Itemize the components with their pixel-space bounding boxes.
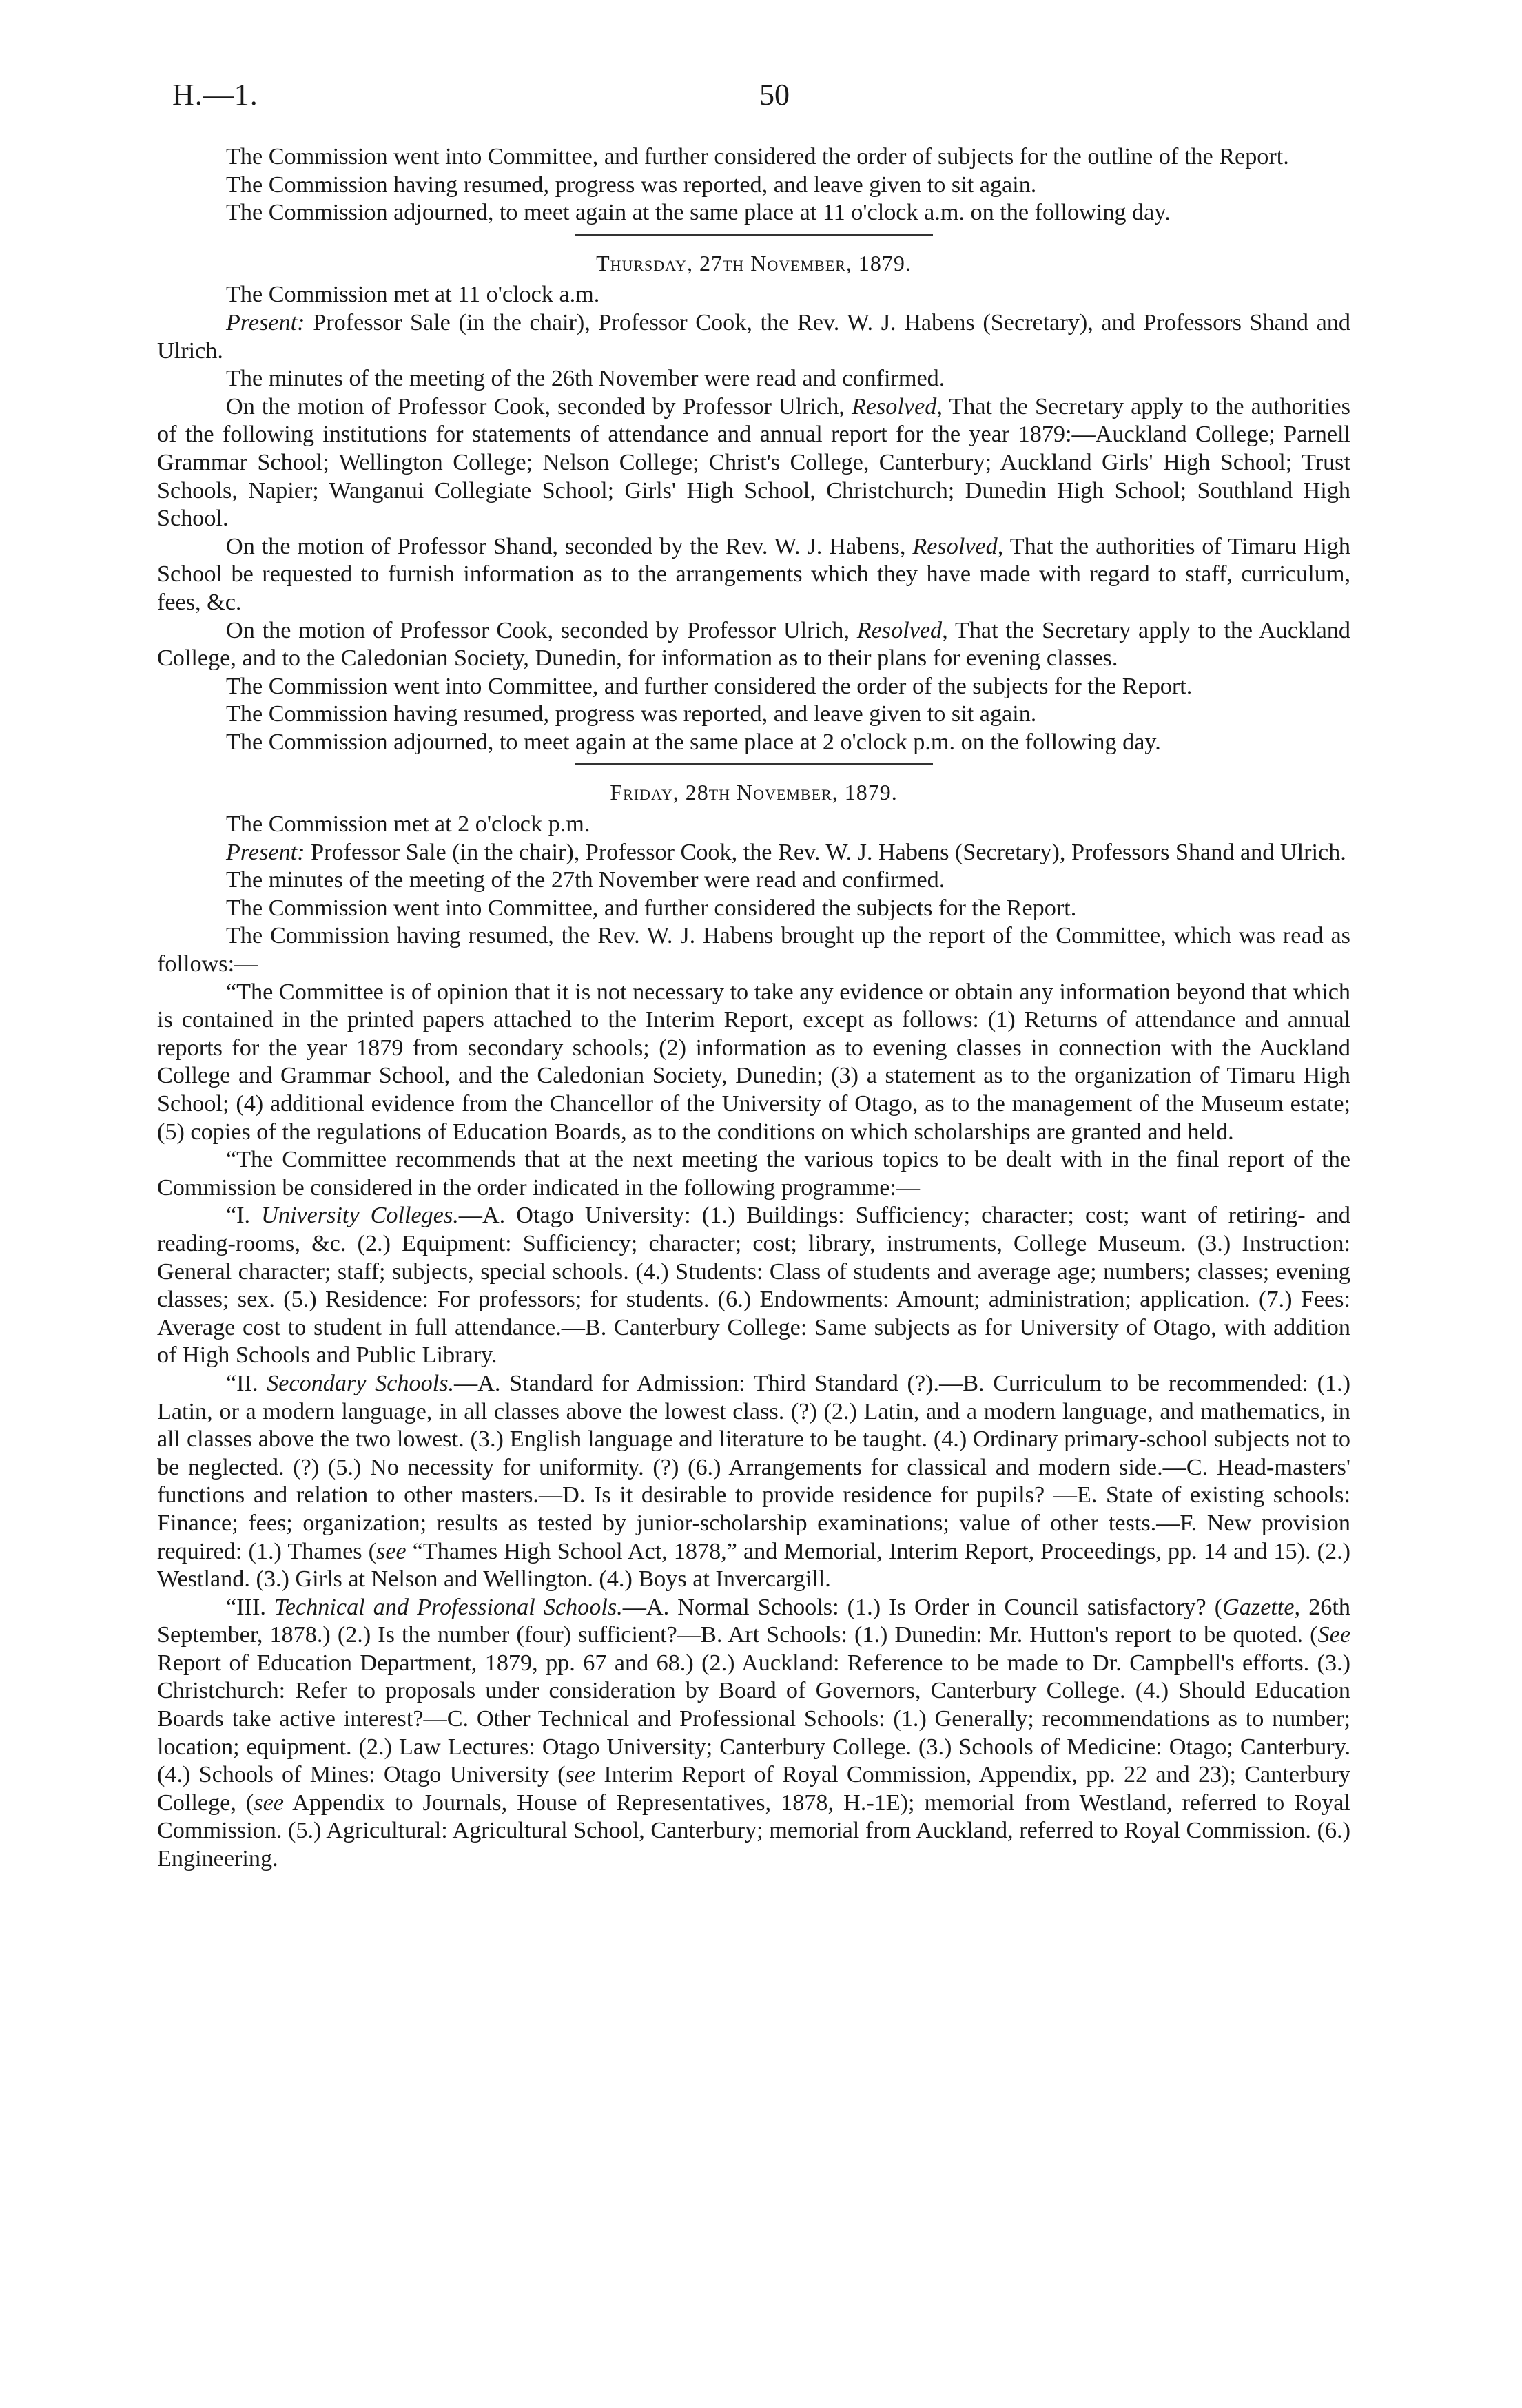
paragraph: The Commission adjourned, to meet again at the same place at 11 o'clock a.m. on the following day. (226, 200, 1171, 226)
section-text: Report of Education Department, 1879, pp. 67 and 68.) (2.) Auckland: Reference to be made to Dr. Campbell's efforts. (3.) Christchurch: Refer to proposals under consideration by Board of Governors, Canterbury College. (4.) Should Education Boards take active interest?—C. Other Technical and Professional Schools: (1.) Generally; recommendations as to number; location; equipment. (2.) Law Lectures: Otago University; Canterbury College. (3.) Schools of Medicine: Otago; Canterbury. (4.) Schools of Mines: Otago University ( (157, 1650, 1350, 1788)
motion-text: On the motion of Professor Shand, seconded by the Rev. W. J. Habens, (226, 533, 913, 559)
motion-text: That the Secretary apply to the Auckland College, and to the Caledonian Society, Dunedin, for information as to their plans for evening classes. (157, 617, 1350, 672)
section-title: University Colleges. (261, 1203, 459, 1229)
resolved-label: Resolved, (912, 533, 1004, 559)
section-numeral: “III. (226, 1594, 274, 1620)
section-title: Secondary Schools. (267, 1370, 455, 1396)
present-label: Present: (226, 309, 305, 335)
section-text: —A. Otago University: (1.) Buildings: Sufficiency; character; cost; want of retiring- and reading-rooms, &c. (2.) Equipment: Sufficiency; character; cost; library, instruments, College Museum. (3.) Instruction: General character; staff; subjects, special schools. (4.) Students: Class of students and average age; numbers; classes; evening classes; sex. (5.) Residence: For professors; for students. (6.) Endowments: Amount; administration; application. (7.) Fees: Average cost to student in full attendance.—B. Canterbury College: Same subjects as for University of Otago, with addition of High Schools and Public Library. (157, 1203, 1350, 1369)
paragraph: The Commission having resumed, progress was reported, and leave given to sit again. (226, 172, 1037, 198)
attendance-paragraph (157, 839, 1350, 867)
motion-paragraph (157, 533, 1350, 617)
motion-text: That the authorities of Timaru High School be requested to furnish information as to the arrangements which they have made with regard to staff, curriculum, fees, &c. (157, 533, 1350, 615)
programme-section-university (157, 1202, 1350, 1370)
paragraph: The Commission went into Committee, and further considered the subjects for the Report. (226, 895, 1077, 921)
section-text: Appendix to Journals, House of Representatives, 1878, H.-1E); memorial from Westland, referred to Royal Commission. (5.) Agricultural: Agricultural School, Canterbury; memorial from Auckland, referred to Royal Commission. (6.) Engineering. (157, 1789, 1350, 1872)
section-text: “Thames High School Act, 1878,” and Memorial, Interim Report, Proceedings, pp. 14 and 15). (2.) Westland. (3.) Girls at Nelson and Wellington. (4.) Boys at Invercargill. (157, 1538, 1350, 1592)
present-text: Professor Sale (in the chair), Professor Cook, the Rev. W. J. Habens (Secretary), and Professors Shand and Ulrich. (157, 309, 1350, 364)
paragraph: The minutes of the meeting of the 27th November were read and confirmed. (226, 867, 945, 893)
page-number: 50 (759, 78, 790, 112)
paragraph: The Commission went into Committee, and further considered the order of the subjects for the Report. (226, 673, 1193, 699)
attendance-paragraph (157, 309, 1350, 365)
gazette-reference: Gazette, (1222, 1594, 1301, 1620)
paragraph: The Commission went into Committee, and further considered the order of subjects for the outline of the Report. (226, 144, 1289, 169)
report-paragraph: “The Committee is of opinion that it is not necessary to take any evidence or obtain any information beyond that which is contained in the printed papers attached to the Interim Report, except as follows: (1) Returns of attendance and annual reports for the year 1879 from secondary schools; (2) information as to evening classes in connection with the Auckland College and Grammar School, and the Caledonian Society, Dunedin; (3) a statement as to the organization of Timaru High School; (4) additional evidence from the Chancellor of the University of Otago, as to the management of the Museum estate; (5) copies of the regulations of Education Boards, as to the conditions on which scholarships are granted and held. (157, 979, 1350, 1145)
document-reference: H.—1. (172, 78, 258, 112)
see-reference: see (254, 1789, 284, 1816)
paragraph: The minutes of the meeting of the 26th November were read and confirmed. (226, 366, 945, 392)
section-title: Technical and Professional Schools. (274, 1594, 623, 1620)
section-text: —A. Standard for Admission: Third Standard (?).—B. Curriculum to be recommended: (1.) Latin, or a modern language, in all classes above the lowest class. (?) (2.) Latin, and a modern language, and mathematics, in all classes above the two lowest. (3.) English language and literature to be taught. (4.) Ordinary primary-school subjects not to be neglected. (?) (5.) No necessity for uniformity. (?) (6.) Arrangements for classical and modern side.—C. Head-masters' functions and relation to other masters.—D. Is it desirable to provide residence for pupils? —E. State of existing schools: Finance; fees; organization; results as tested by junior-scholarship examinations; value of other tests.—F. New provision required: (1.) Thames ( (157, 1370, 1350, 1564)
section-divider (575, 234, 933, 236)
page-header (172, 77, 1350, 125)
section-text: 26th September, 1878.) (2.) Is the number (four) sufficient?—B. Art Schools: (1.) Dunedin: Mr. Hutton's report to be quoted. ( (157, 1594, 1350, 1648)
paragraph: The Commission adjourned, to meet again at the same place at 2 o'clock p.m. on the following day. (226, 729, 1161, 755)
see-reference: See (1317, 1622, 1350, 1648)
present-label: Present: (226, 839, 305, 865)
section-text: —A. Normal Schools: (1.) Is Order in Council satisfactory? ( (622, 1594, 1223, 1620)
motion-text: That the Secretary apply to the authorities of the following institutions for statements of attendance and annual report for the year 1879:—Auckland College; Parnell Grammar School; Wellington College; Nelson College; Christ's College, Canterbury; Auckland Girls' High School; Trust Schools, Napier; Wanganui Collegiate School; Girls' High School, Christchurch; Dunedin High School; Southland High School. (157, 393, 1350, 532)
present-text: Professor Sale (in the chair), Professor Cook, the Rev. W. J. Habens (Secretary), Professors Shand and Ulrich. (305, 839, 1346, 865)
section-divider (575, 763, 933, 765)
paragraph: The Commission having resumed, the Rev. W. J. Habens brought up the report of the Committee, which was read as follows:— (157, 923, 1350, 977)
paragraph: The Commission having resumed, progress was reported, and leave given to sit again. (226, 701, 1037, 727)
motion-text: On the motion of Professor Cook, seconded by Professor Ulrich, (226, 393, 852, 419)
report-paragraph: “The Committee recommends that at the next meeting the various topics to be dealt with in the final report of the Commission be considered in the order indicated in the following programme:— (157, 1147, 1350, 1201)
programme-section-secondary (157, 1370, 1350, 1594)
section-numeral: “II. (226, 1370, 267, 1396)
see-reference: see (376, 1538, 407, 1564)
paragraph: The Commission met at 11 o'clock a.m. (226, 282, 600, 308)
section-numeral: “I. (226, 1203, 262, 1229)
paragraph: The Commission met at 2 o'clock p.m. (226, 811, 590, 838)
motion-paragraph (157, 393, 1350, 533)
section-text: Interim Report of Royal Commission, Appendix, pp. 22 and 23); Canterbury College, ( (157, 1762, 1351, 1816)
document-body (157, 143, 1350, 1874)
meeting-date-heading: Friday, 28th November, 1879. (610, 780, 898, 805)
motion-paragraph (157, 617, 1350, 673)
resolved-label: Resolved, (851, 393, 943, 419)
see-reference: see (565, 1762, 596, 1788)
resolved-label: Resolved, (856, 617, 948, 643)
meeting-date-heading: Thursday, 27th November, 1879. (596, 250, 912, 276)
motion-text: On the motion of Professor Cook, seconded by Professor Ulrich, (226, 617, 857, 643)
programme-section-technical (157, 1594, 1350, 1874)
